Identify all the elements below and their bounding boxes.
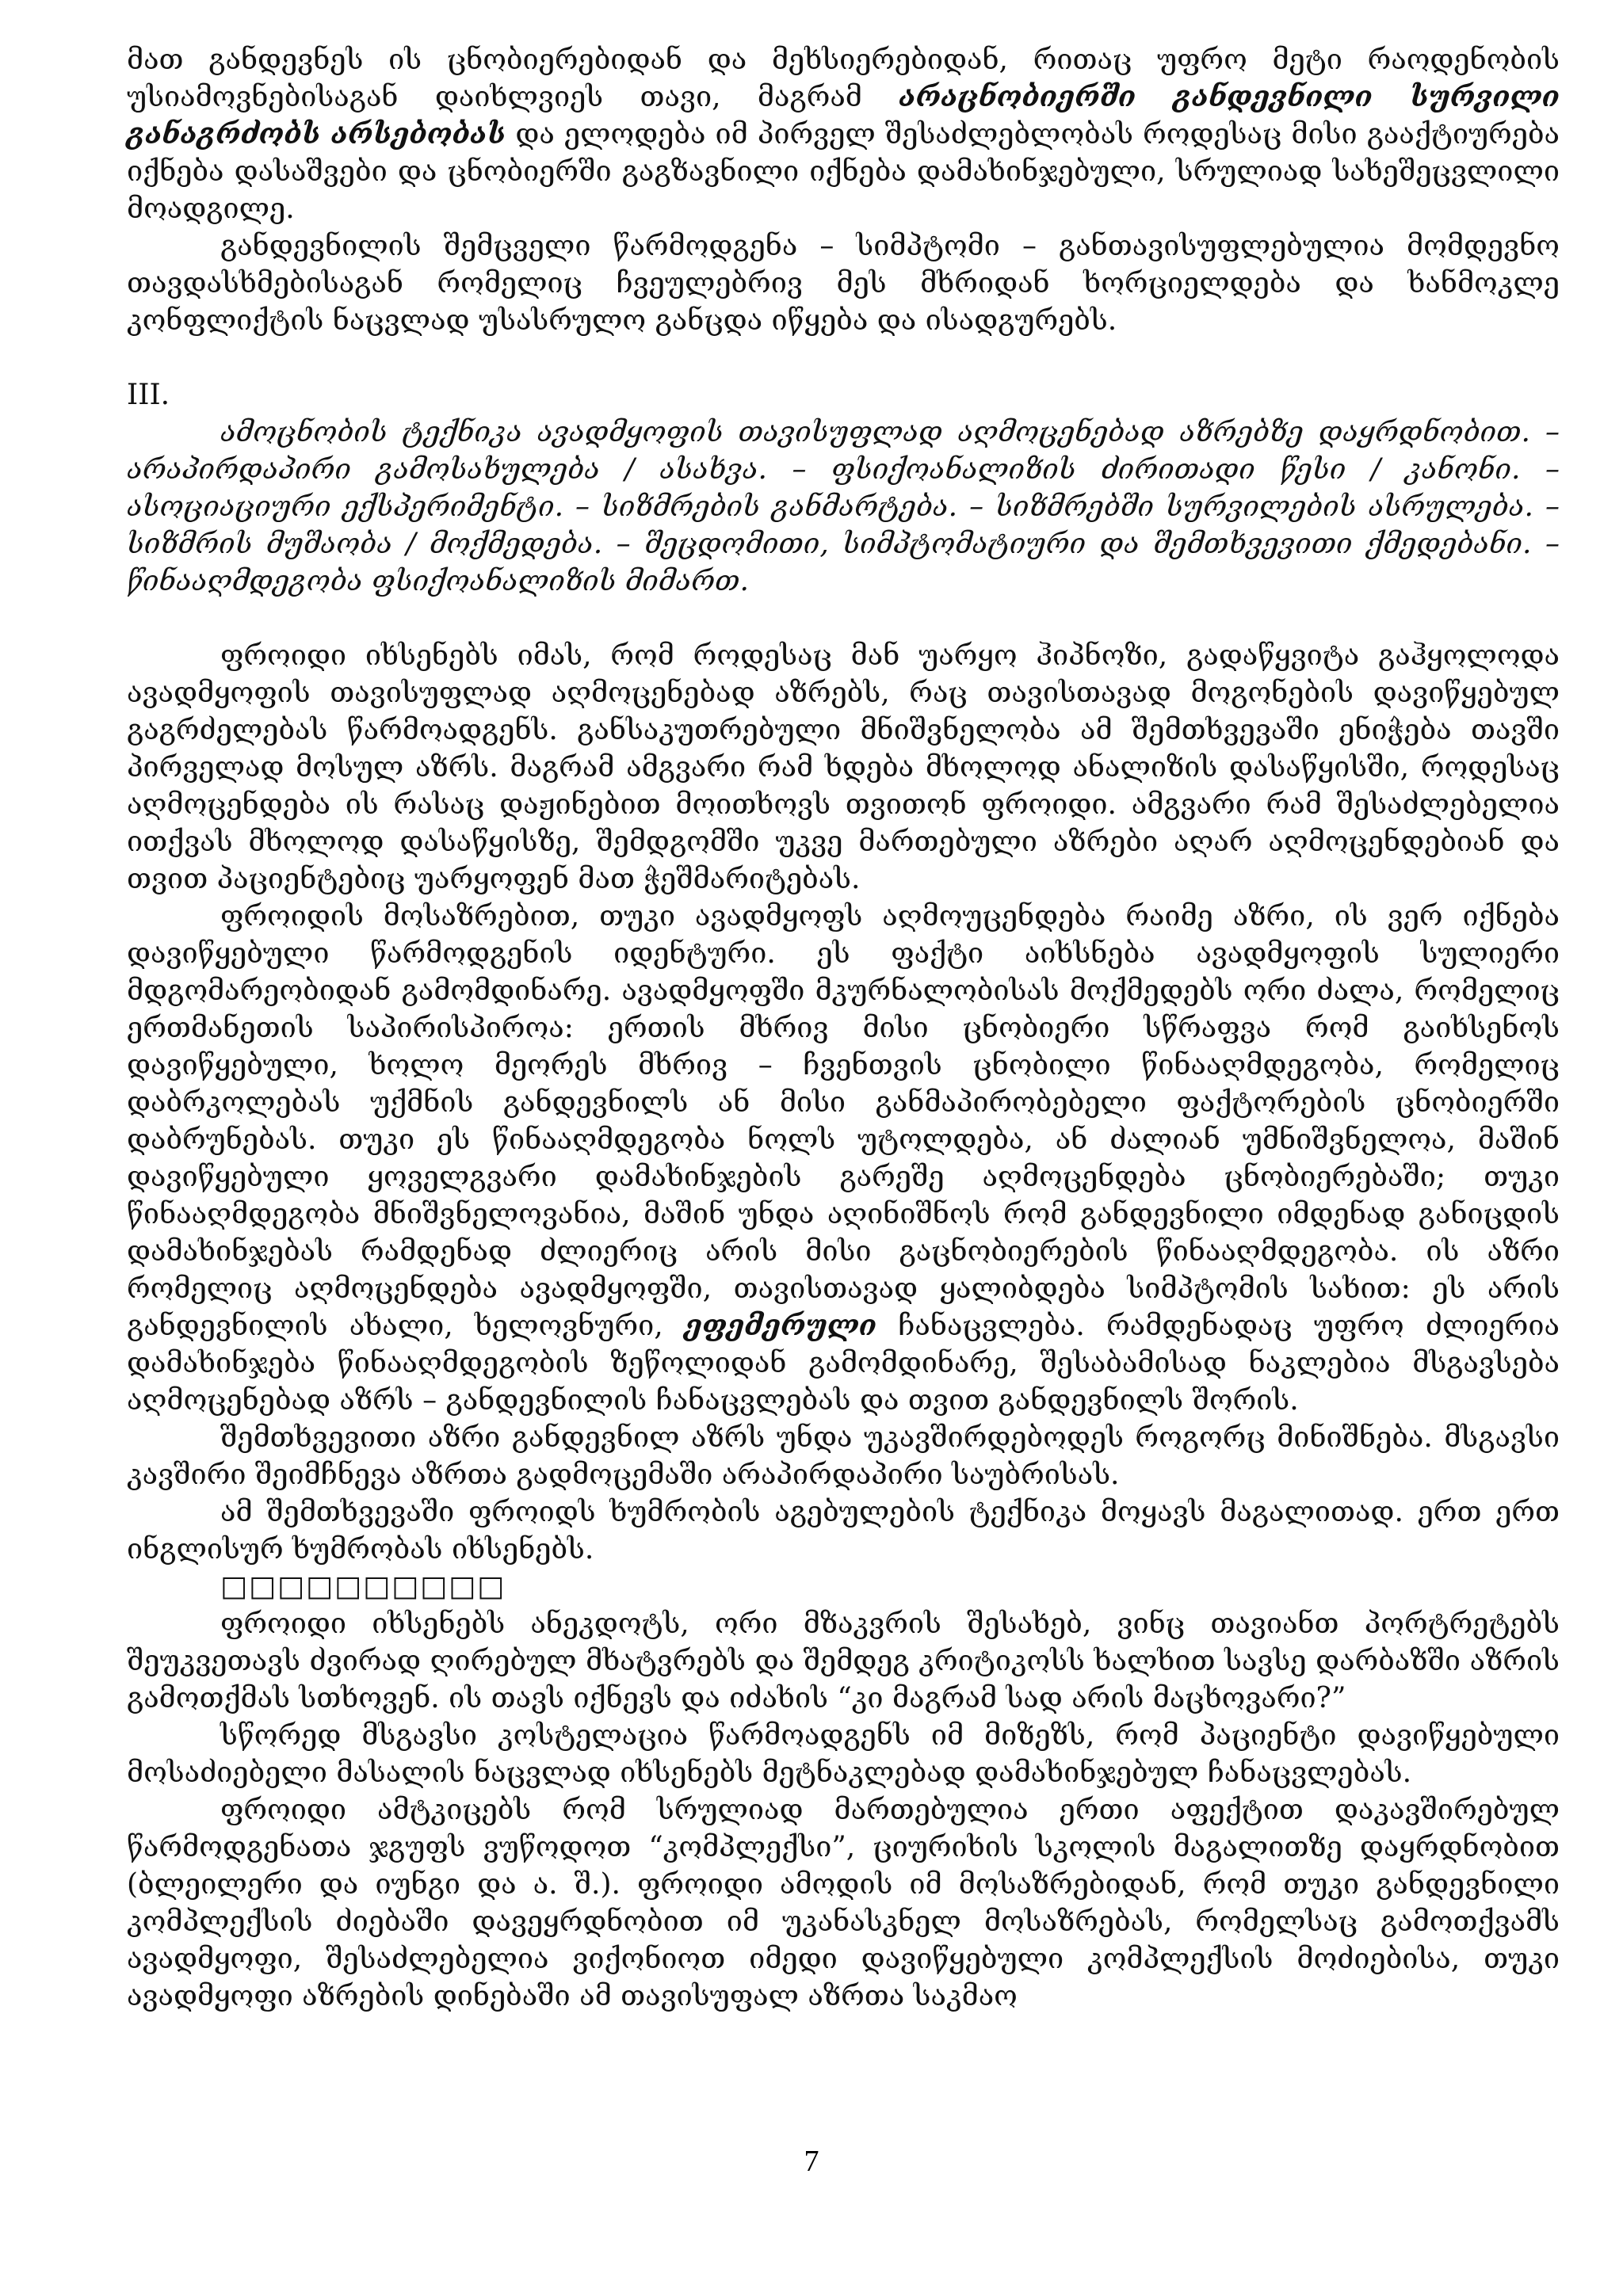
page-number: 7 [804,2145,819,2178]
paragraph-repression-continues: მათ განდევნეს ის ცნობიერებიდან და მეხსიერებიდან, რითაც უფრო მეტი რაოდენობის უსიამოვნებისაგან დაიხლვიეს თავი, მაგრამ არაცნობიერში განდევნილი სურვილი განაგრძობს არსებობას და ელოდება იმ პირველ შესაძლებლობას როდესაც მისი გააქტიურება იქნება დასაშვები და ცნობიერში გაგზავნილი იქნება დამახინჯებული, სრულიად სახეშეცვლილი მოადგილე. [127,44,1560,225]
section-number: III. [127,379,170,411]
paragraph-free-association: ფროიდი იხსენებს იმას, რომ როდესაც მან უარყო ჰიპნოზი, გადაწყვიტა გაჰყოლოდა ავადმყოფის თავისუფლად აღმოცენებად აზრებს, რაც თავისთავად მოგონების დავიწყებულ გაგრძელებას წარმოადგენს. განსაკუთრებული მნიშვნელობა ამ შემთხვევაში ენიჭება თავში პირველად მოსულ აზრს. მაგრამ ამგვარი რამ ხდება მხოლოდ ანალიზის დასაწყისში, როდესაც აღმოცენდება ის რასაც დაჟინებით მოითხოვს თვითონ ფროიდი. ამგვარი რამ შესაძლებელია ითქვას მხოლოდ დასაწყისზე, შემდგომში უკვე მართებული აზრები აღარ აღმოცენდებიან და თვით პაციენტებიც უარყოფენ მათ ჭეშმარიტებას. [127,639,1560,895]
paragraph-complex: ფროიდი ამტკიცებს რომ სრულიად მართებულია ერთი აფექტით დაკავშირებულ წარმოდგენათა ჯგუფს ვუწოდოთ “კომპლექსი”, ციურიხის სკოლის მაგალითზე დაყრდნობით (ბლეილერი და იუნგი და ა. შ.). ფროიდი ამოდის იმ მოსაზრებიდან, რომ თუკი განდევნილი კომპლექსის ძიებაში დავეყრდნობით იმ უკანასკნელ მოსაზრებას, რომელსაც გამოთქვამს ავადმყოფი, შესაძლებელია ვიქონიოთ იმედი დავიწყებული კომპლექსის მოძიებისა, თუკი ავადმყოფი აზრების დინებაში ამ თავისუფალ აზრთა საკმაო [127,1794,1560,2012]
section-summary: ამოცნობის ტექნიკა ავადმყოფის თავისუფლად აღმოცენებად აზრებზე დაყრდნობით. – არაპირდაპირი გამოსახულება / ასახვა. – ფსიქოანალიზის ძირითადი წესი / კანონი. – ასოციაციური ექსპერიმენტი. – სიზმრების განმარტება. – სიზმრებში სურვილების ასრულება. – სიზმრის მუშაობა / მოქმედება. – შეცდომითი, სიმპტომატიური და შემთხვევითი ქმედებანი. – წინააღმდეგობა ფსიქოანალიზის მიმართ. [127,416,1560,597]
paragraph-symptom: განდევნილის შემცველი წარმოდგენა – სიმპტომი – განთავისუფლებულია მომდევნო თავდასხმებისაგან რომელიც ჩვეულებრივ მეს მხრიდან ხორციელდება და ხანმოკლე კონფლიქტის ნაცვლად უსასრულო განცდა იწყება და ისადგურებს. [127,230,1560,337]
missing-glyph-boxes: □□□□□□□□□□ [220,1570,506,1603]
paragraph-joke-technique: ამ შემთხვევაში ფროიდს ხუმრობის აგებულების ტექნიკა მოყავს მაგალითად. ერთ ერთ ინგლისურ ხუმრობას იხსენებს. [127,1496,1560,1566]
paragraph-anecdote: ფროიდი იხსენებს ანეკდოტს, ორი მზაკვრის შესახებ, ვინც თავიანთ პორტრეტებს შეუკვეთავს ძვირად ღირებულ მხატვრებს და შემდეგ კრიტიკოსს ხალხით სავსე დარბაზში აზრის გამოთქმას სთხოვენ. ის თავს იქნევს და იძახის “კი მაგრამ სად არის მაცხოვარი?” [127,1608,1560,1714]
paragraph-constellation: სწორედ მსგავსი კოსტელაცია წარმოადგენს იმ მიზეზს, რომ პაციენტი დავიწყებული მოსაძიებელი მასალის ნაცვლად იხსენებს მეტნაკლებად დამახინჯებულ ჩანაცვლებას. [127,1719,1560,1789]
emphasized-phrase: არაცნობიერში განდევნილი სურვილი განაგრძობს არსებობას [127,80,1560,151]
paragraph-resistance: ფროიდის მოსაზრებით, თუკი ავადმყოფს აღმოუცენდება რაიმე აზრი, ის ვერ იქნება დავიწყებული წარმოდგენის იდენტური. ეს ფაქტი აიხსნება ავადმყოფის სულიერი მდგომარეობიდან გამომდინარე. ავადმყოფში მკურნალობისას მოქმედებს ორი ძალა, რომელიც ერთმანეთის საპირისპიროა: ერთის მხრივ მისი ცნობიერი სწრაფვა რომ გაიხსენოს დავიწყებული, ხოლო მეორეს მხრივ – ჩვენთვის ცნობილი წინააღმდეგობა, რომელიც დაბრკოლებას უქმნის განდევნილს ან მისი განმაპირობებელი ფაქტორების ცნობიერში დაბრუნებას. თუკი ეს წინააღმდეგობა ნოლს უტოლდება, ან ძალიან უმნიშვნელოა, მაშინ დავიწყებული ყოველგვარი დამახინჯების გარეშე აღმოცენდება ცნობიერებაში; თუკი წინააღმდეგობა მნიშვნელოვანია, მაშინ უნდა აღინიშნოს რომ განდევნილი იმდენად განიცდის დამახინჯებას რამდენად ძლიერიც არის მისი გაცნობიერების წინააღმდეგობა. ის აზრი რომელიც აღმოცენდება ავადმყოფში, თავისთავად ყალიბდება სიმპტომის სახით: ეს არის განდევნილის ახალი, ხელოვნური, ეფემერული ჩანაცვლება. რამდენადაც უფრო ძლიერია დამახინჯება წინააღმდეგობის ზეწოლიდან გამომდინარე, შესაბამისად ნაკლებია მსგავსება აღმოცენებად აზრს – განდევნილის ჩანაცვლებას და თვით განდევნილს შორის. [127,900,1560,1417]
paragraph-allusion: შემთხვევითი აზრი განდევნილ აზრს უნდა უკავშირდებოდეს როგორც მინიშნება. მსგავსი კავშირი შეიმჩნევა აზრთა გადმოცემაში არაპირდაპირი საუბრისას. [127,1421,1560,1491]
emphasized-word: ეფემერული [684,1309,877,1342]
